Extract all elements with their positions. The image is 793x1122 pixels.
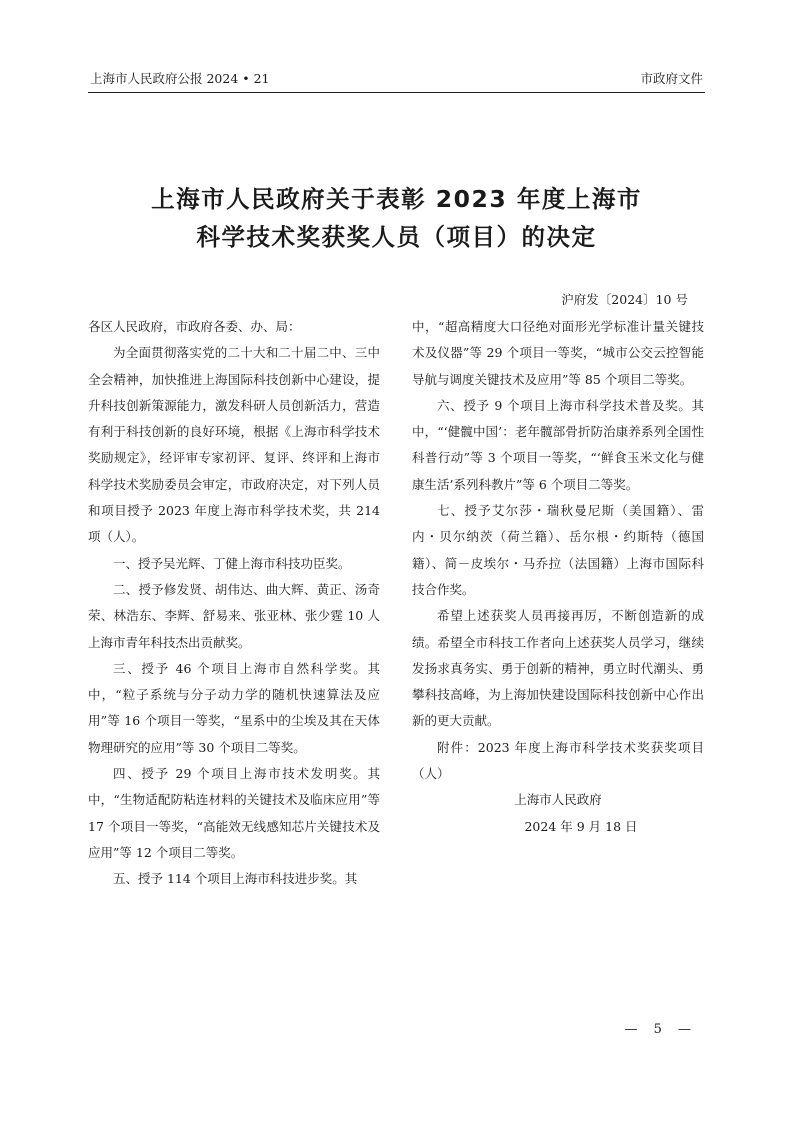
left-column bbox=[88, 314, 380, 893]
journal-issue: 上海市人民政府公报 2024 • 21 bbox=[90, 71, 270, 86]
signature-org: 上海市人民政府 bbox=[514, 792, 602, 808]
paragraph: 一、授予吴光辉、丁健上海市科技功臣奖。 bbox=[113, 555, 351, 571]
right-column bbox=[412, 314, 704, 840]
paragraph: 四、授予 29 个项目上海市技术发明奖。其中，“生物适配防粘连材料的关键技术及临床应用”等 17 个项目一等奖，“高能效无线感知芯片关键技术及应用”等 12 个项目二等奖。 bbox=[88, 766, 380, 860]
paragraph: 为全面贯彻落实党的二十大和二十届二中、三中全会精神，加快推进上海国际科技创新中心建设，提升科技创新策源能力，激发科研人员创新活力，营造有利于科技创新的良好环境，根据《上海市科学技术奖励规定》，经评审专家初评、复评、终评和上海市科学技术奖励委员会审定，市政府决定，对下列人员和项目授予 2023 年度上海市科学技术奖，共 214 项（人）。 bbox=[88, 345, 380, 545]
attachment-note: 附件：2023 年度上海市科学技术奖获奖项目（人） bbox=[412, 739, 704, 782]
paragraph: 七、授予艾尔莎・瑞秋曼尼斯（美国籍）、雷内・贝尔纳茨（荷兰籍）、岳尔根・约斯特（德国籍）、简－皮埃尔・马乔拉（法国籍）上海市国际科技合作奖。 bbox=[412, 503, 704, 597]
document-title bbox=[60, 180, 733, 256]
paragraph: 三、授予 46 个项目上海市自然科学奖。其中，“粒子系统与分子动力学的随机快速算法及应用”等 16 个项目一等奖，“星系中的尘埃及其在天体物理研究的应用”等 30 个项目二等奖。 bbox=[88, 660, 380, 755]
paragraph: 五、授予 114 个项目上海市科技进步奖。其 bbox=[113, 871, 358, 887]
title-line-1: 上海市人民政府关于表彰 2023 年度上海市 bbox=[151, 185, 642, 213]
paragraph: 中，“超高精度大口径绝对面形光学标准计量关键技术及仪器”等 29 个项目一等奖，“城市公交云控智能导航与调度关键技术及应用”等 85 个项目二等奖。 bbox=[412, 319, 704, 387]
paragraph: 六、授予 9 个项目上海市科学技术普及奖。其中，“‘健髋中国’：老年髋部骨折防治康养系列全国性科普行动”等 3 个项目一等奖，“‘鲜食玉米文化与健康生活’系列科教片”等 6 个项目二等奖。 bbox=[412, 397, 704, 492]
title-line-2: 科学技术奖获奖人员（项目）的决定 bbox=[196, 223, 597, 251]
section-label: 市政府文件 bbox=[640, 71, 703, 86]
page-number: — 5 — bbox=[624, 1022, 697, 1037]
signature-date: 2024 年 9 月 18 日 bbox=[524, 818, 638, 834]
salutation: 各区人民政府，市政府各委、办、局： bbox=[88, 319, 301, 334]
paragraph: 二、授予修发贤、胡伟达、曲大辉、黄正、汤奇荣、林浩东、李辉、舒易来、张亚林、张少霆 10 人上海市青年科技杰出贡献奖。 bbox=[88, 581, 380, 650]
paragraph: 希望上述获奖人员再接再厉，不断创造新的成绩。希望全市科技工作者向上述获奖人员学习，继续发扬求真务实、勇于创新的精神，勇立时代潮头、勇攀科技高峰，为上海加快建设国际科技创新中心作出新的更大贡献。 bbox=[412, 608, 704, 729]
document-number: 沪府发〔2024〕10 号 bbox=[561, 292, 688, 307]
page-header bbox=[88, 66, 705, 93]
